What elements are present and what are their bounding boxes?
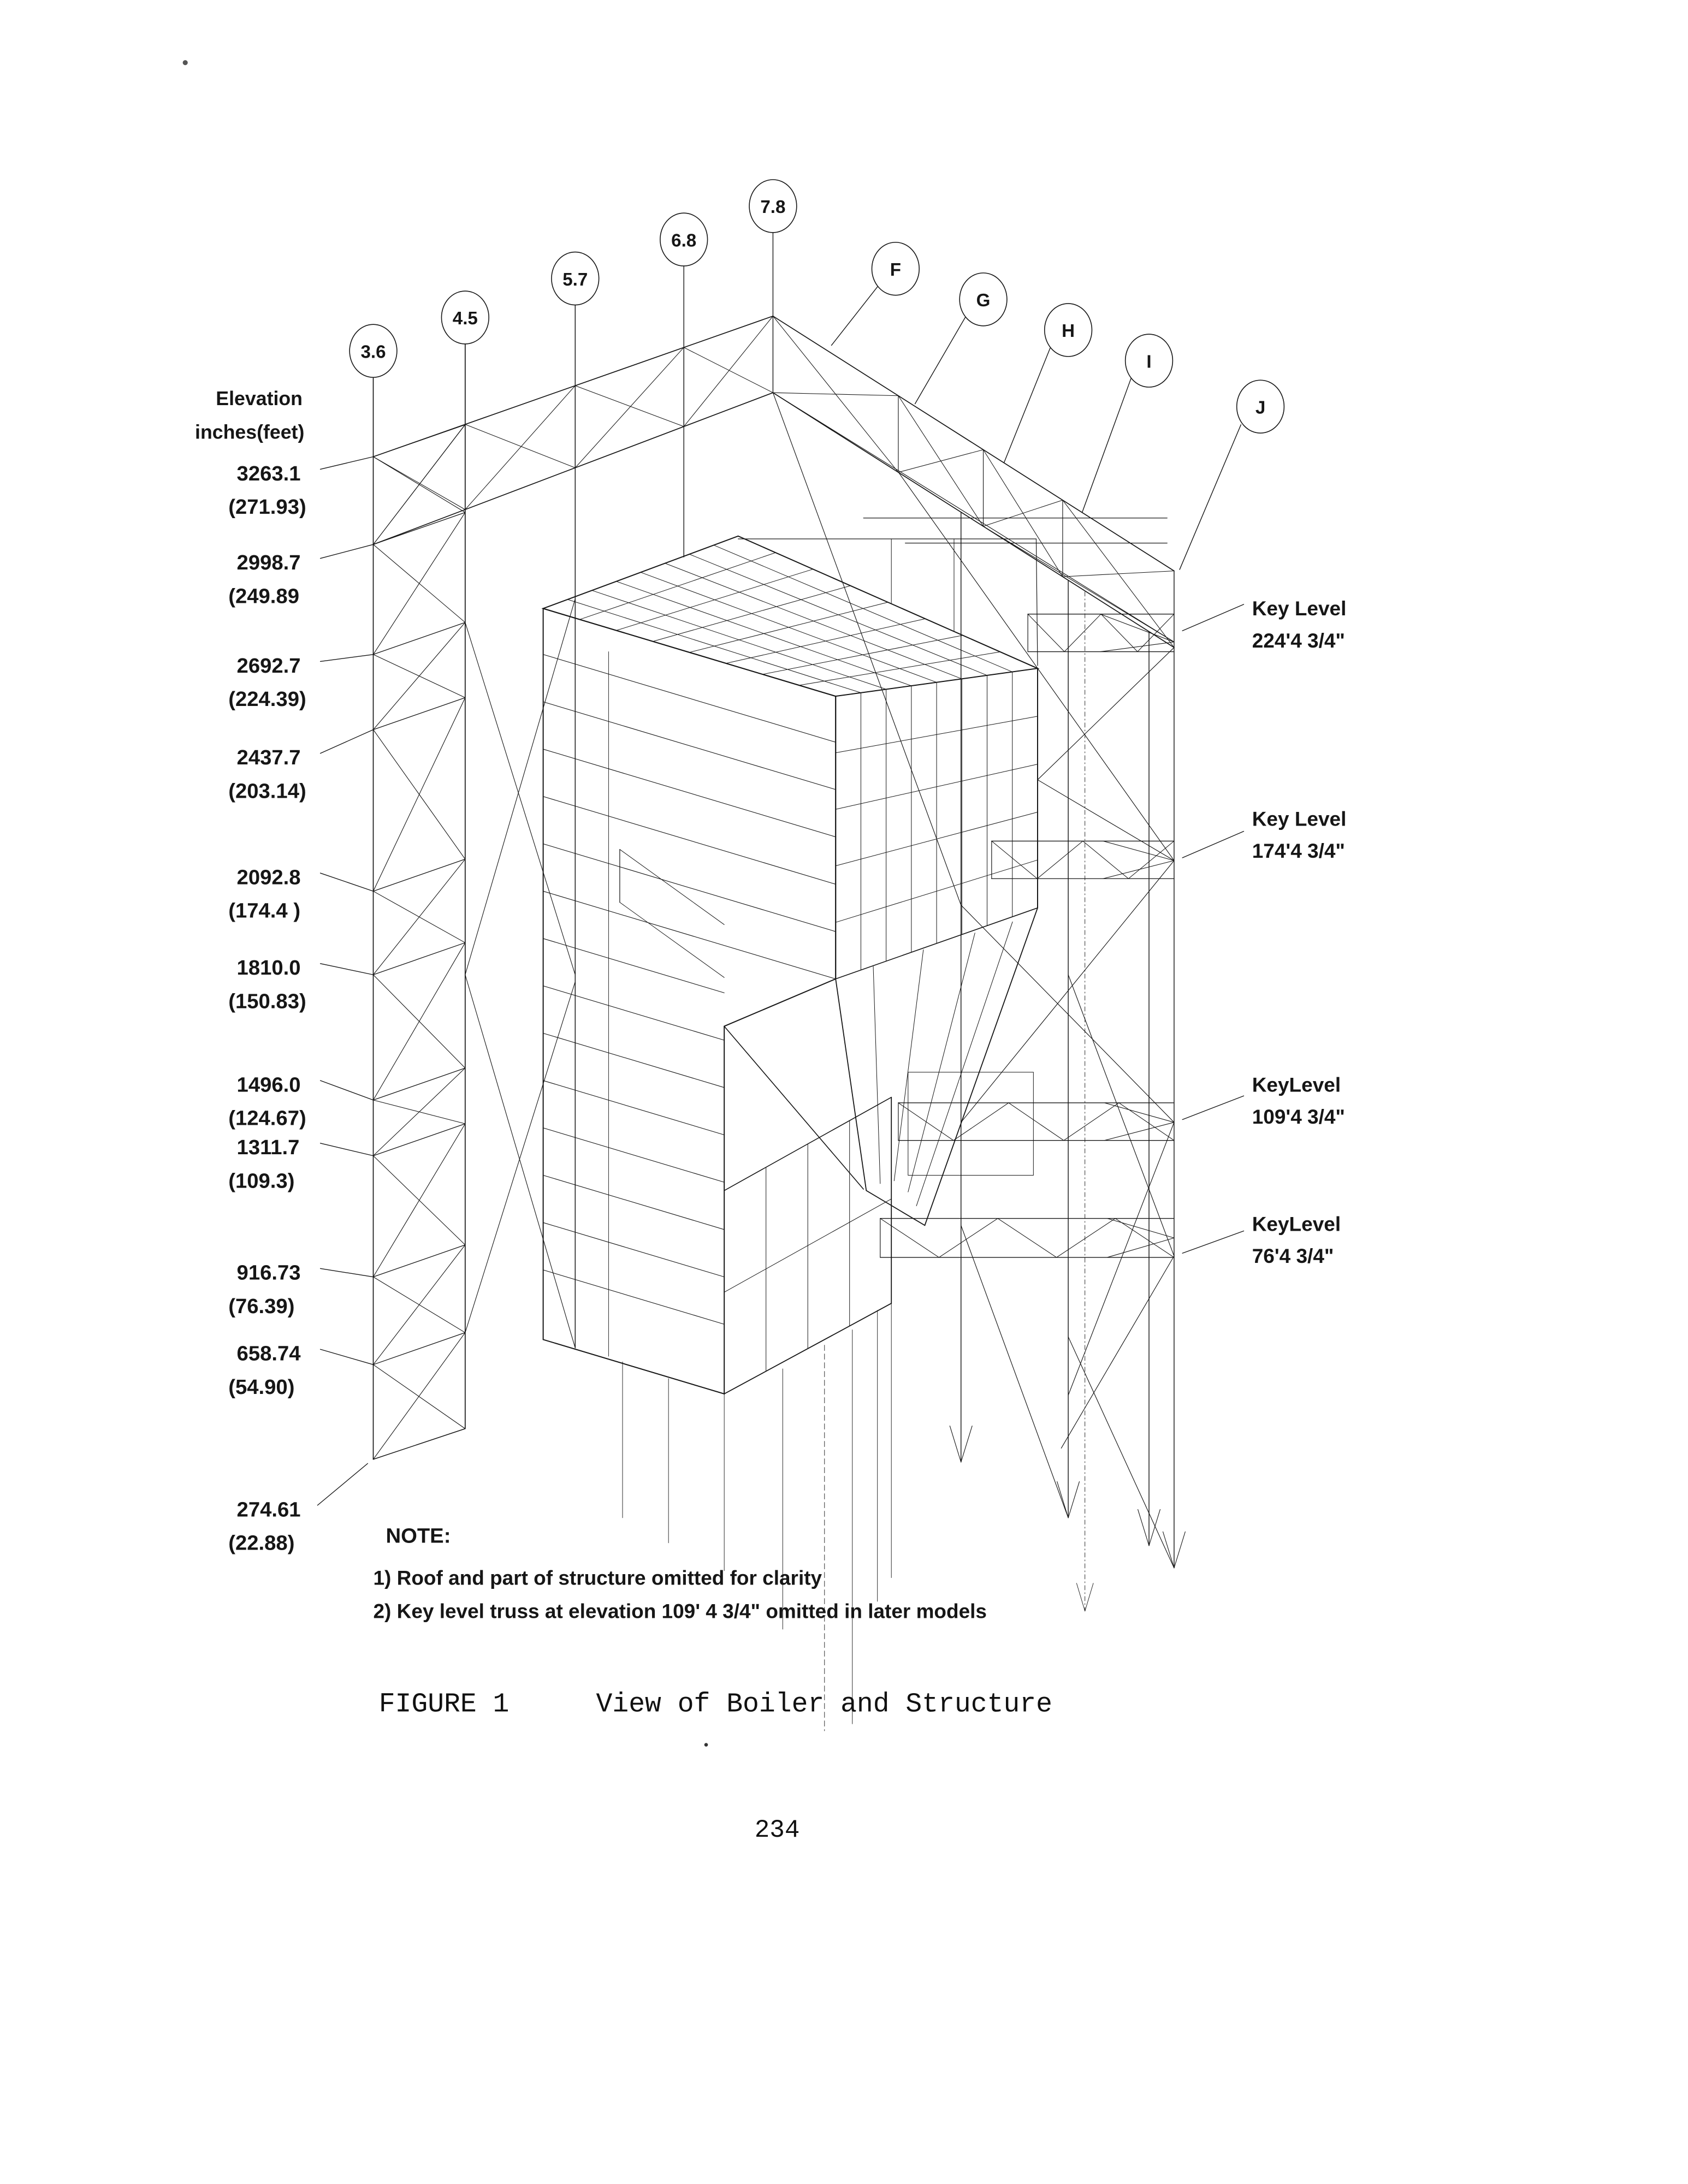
elevation-inches: 2437.7 (236, 746, 301, 770)
elevation-inches: 3263.1 (236, 461, 301, 485)
key-level-value: 109'4 3/4" (1252, 1106, 1345, 1129)
elevation-inches: 1496.0 (236, 1073, 301, 1097)
grid-bubble-J (1237, 380, 1284, 433)
grid-bubble-label: 7.8 (760, 197, 786, 218)
scan-speck (183, 60, 188, 65)
elevation-inches: 2998.7 (236, 551, 301, 575)
elevation-feet: (150.83) (228, 989, 306, 1013)
elevation-inches: 2092.8 (236, 865, 301, 889)
elevation-inches: 274.61 (236, 1498, 301, 1522)
caption-figure-number: FIGURE 1 (378, 1689, 510, 1720)
note-heading: NOTE: (386, 1524, 451, 1548)
elevation-inches: 1311.7 (236, 1136, 300, 1160)
elevation-item (228, 865, 300, 922)
elevation-feet: (203.14) (228, 779, 306, 803)
key-level-item (1252, 1073, 1345, 1128)
elevation-item (228, 1342, 301, 1399)
key-level-item (1252, 808, 1347, 862)
key-level-value: 174'4 3/4" (1252, 839, 1345, 862)
key-level-item (1252, 1213, 1341, 1267)
elevation-item (228, 956, 306, 1013)
elevation-scale (195, 388, 306, 1554)
boiler-structure-linework (317, 233, 1243, 1731)
elevation-feet: (76.39) (228, 1294, 295, 1318)
grid-bubble-label: F (890, 259, 901, 280)
grid-bubble-label: G (976, 290, 991, 311)
elevation-item (228, 654, 306, 711)
key-level-labels (1252, 597, 1347, 1267)
note-item-2: 2) Key level truss at elevation 109' 4 3/4" omitted in later models (373, 1600, 987, 1623)
grid-bubble-label: 6.8 (671, 230, 697, 251)
elevation-feet: (124.67) (228, 1106, 306, 1130)
grid-bubble-label: 4.5 (452, 308, 478, 329)
elevation-header-line1: Elevation (216, 388, 303, 410)
elevation-feet: (109.3) (228, 1169, 295, 1193)
grid-bubble-label: 5.7 (562, 269, 588, 290)
grid-bubble-label: H (1062, 321, 1075, 342)
grid-bubble-5-7 (552, 252, 599, 305)
grid-line-bubbles (350, 180, 1284, 433)
grid-bubble-F (872, 242, 920, 295)
grid-bubble-I (1126, 334, 1173, 387)
key-level-label: KeyLevel (1252, 1073, 1341, 1096)
key-level-item (1252, 597, 1347, 652)
grid-bubble-6-8 (660, 213, 708, 266)
grid-bubble-3-6 (350, 324, 397, 377)
note-item-1: 1) Roof and part of structure omitted for clarity (373, 1566, 822, 1589)
elevation-item (228, 1261, 300, 1318)
key-level-value: 224'4 3/4" (1252, 629, 1345, 652)
grid-bubble-label: I (1146, 352, 1152, 372)
caption-period-mark (704, 1743, 708, 1747)
caption-title: View of Boiler and Structure (596, 1689, 1052, 1720)
elevation-header-line2: inches(feet) (195, 421, 305, 443)
page-number: 234 (754, 1815, 800, 1844)
grid-bubble-H (1045, 304, 1092, 357)
elevation-feet: (224.39) (228, 687, 306, 711)
grid-bubble-label: 3.6 (360, 342, 386, 363)
elevation-item (228, 1498, 300, 1554)
key-level-value: 76'4 3/4" (1252, 1245, 1334, 1268)
key-level-label: Key Level (1252, 808, 1347, 830)
grid-bubble-label: J (1255, 397, 1266, 418)
key-level-label: Key Level (1252, 597, 1347, 620)
elevation-feet: (22.88) (228, 1531, 295, 1555)
key-level-label: KeyLevel (1252, 1213, 1341, 1236)
note-block (373, 1524, 987, 1623)
elevation-item (228, 462, 306, 519)
elevation-inches: 2692.7 (236, 654, 301, 678)
elevation-item (228, 1136, 299, 1192)
elevation-feet: (271.93) (228, 495, 306, 519)
elevation-inches: 1810.0 (236, 956, 301, 980)
elevation-feet: (54.90) (228, 1375, 295, 1399)
elevation-item (228, 551, 300, 608)
elevation-feet: (174.4 ) (228, 899, 301, 923)
elevation-item (228, 746, 306, 803)
elevation-inches: 916.73 (236, 1261, 301, 1285)
grid-bubble-7-8 (749, 180, 797, 233)
figure-caption (379, 1689, 1052, 1747)
elevation-item (228, 1073, 306, 1130)
elevation-feet: (249.89 (228, 584, 299, 608)
elevation-inches: 658.74 (236, 1342, 301, 1366)
grid-bubble-4-5 (441, 291, 489, 344)
grid-bubble-G (960, 273, 1007, 326)
